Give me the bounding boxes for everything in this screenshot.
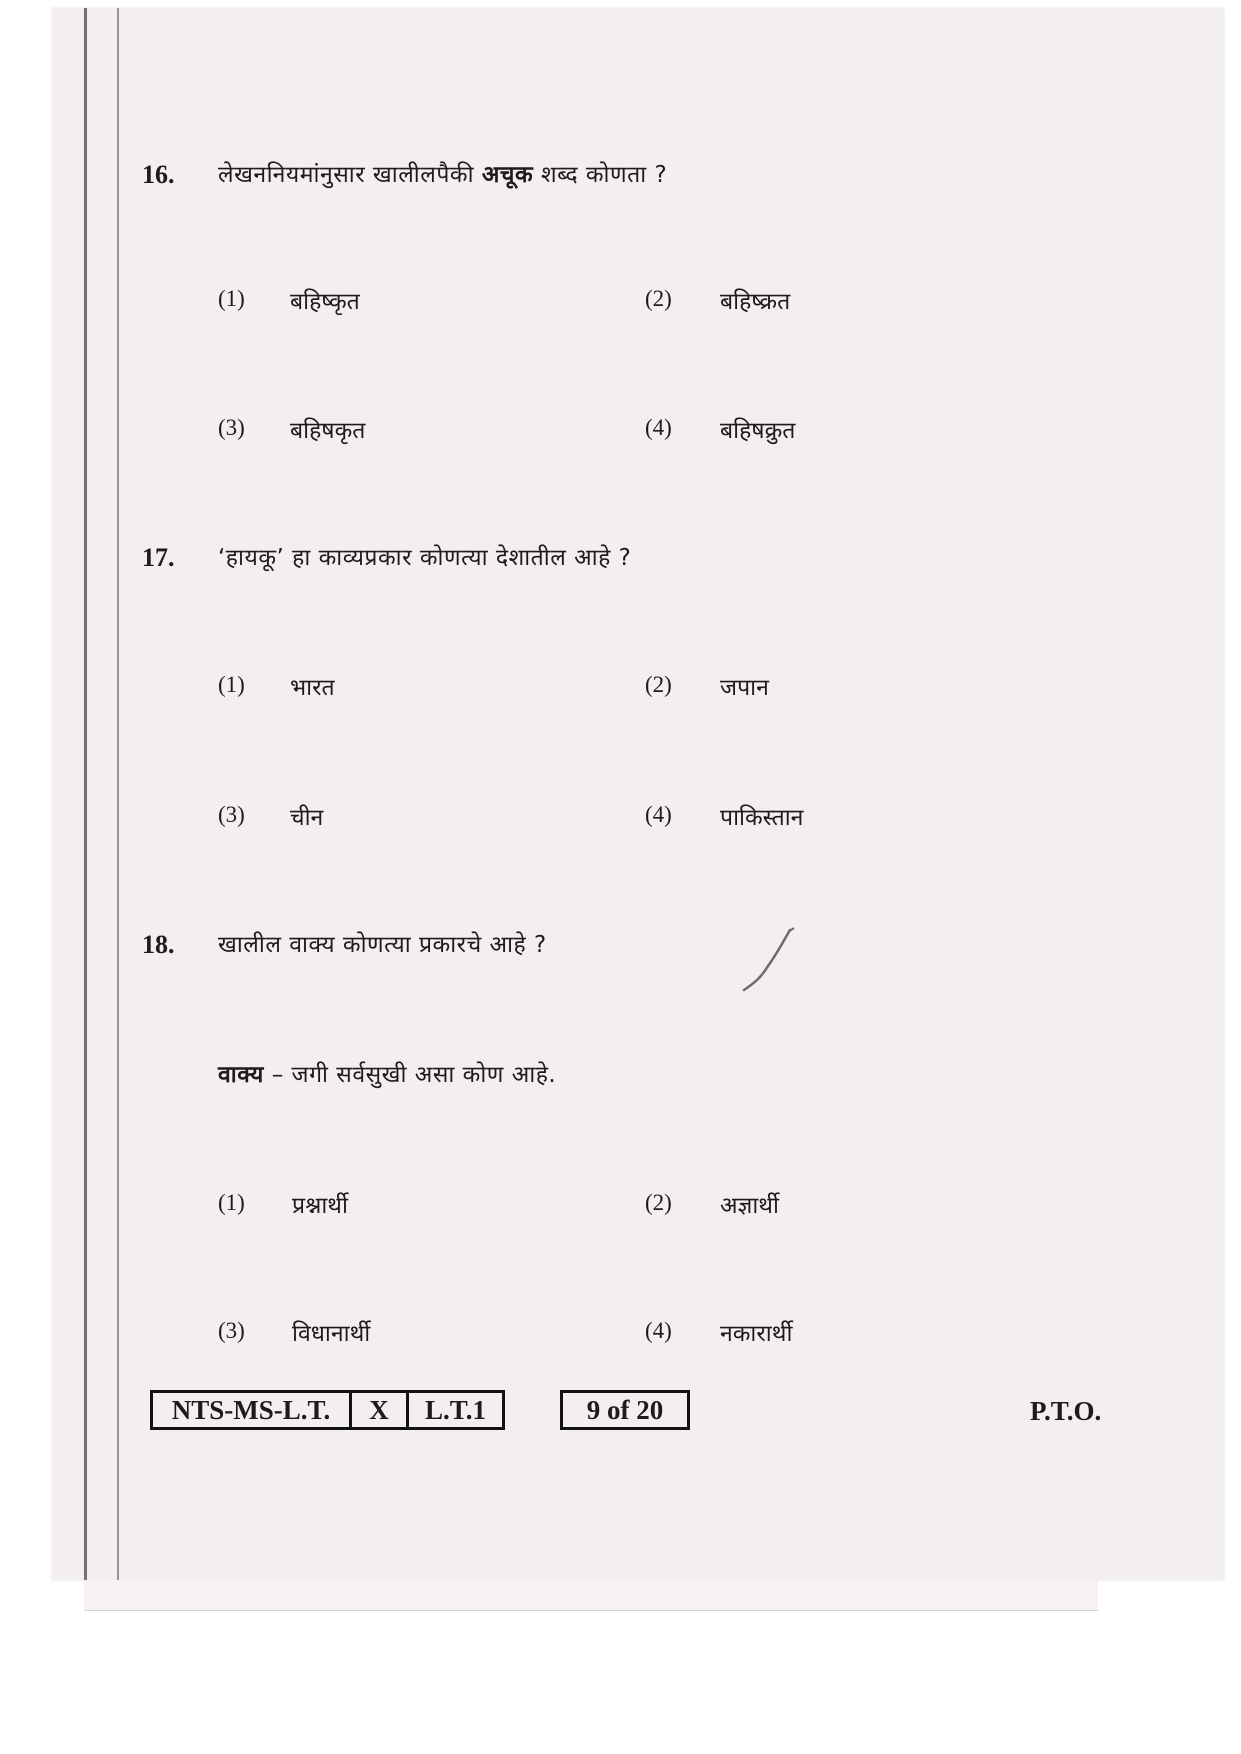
option-text: जपान xyxy=(720,675,769,701)
paper-code: NTS-MS-L.T. xyxy=(153,1393,352,1427)
option-number: (1) xyxy=(218,1190,245,1215)
option-text: बहिष्कृत xyxy=(290,289,360,315)
option-number: (3) xyxy=(218,802,245,827)
question-16-text: लेखननियमांनुसार खालीलपैकी अचूक शब्द कोणता ? xyxy=(218,162,668,188)
option-text: चीन xyxy=(290,805,324,831)
sentence-label: वाक्य xyxy=(218,1062,264,1088)
option-number: (4) xyxy=(645,802,672,827)
option-text: बहिषकृत xyxy=(290,418,366,444)
option-number: (4) xyxy=(645,1318,672,1343)
page-number: 9 of 20 xyxy=(586,1394,664,1425)
option-number: (1) xyxy=(218,286,245,311)
option-text: विधानार्थी xyxy=(292,1321,371,1347)
option-number: (1) xyxy=(218,672,245,697)
question-18-text: खालील वाक्य कोणत्या प्रकारचे आहे ? xyxy=(218,932,547,958)
option-text: अज्ञार्थी xyxy=(720,1193,779,1219)
pencil-stroke-mark xyxy=(738,926,798,996)
question-18-number: 18. xyxy=(142,930,175,959)
emphasis-word: अचूक xyxy=(481,162,534,188)
option-number: (3) xyxy=(218,1318,245,1343)
option-text: बहिषक्रुत xyxy=(720,418,796,444)
example-sentence: वाक्य – जगी सर्वसुखी असा कोण आहे. xyxy=(218,1062,557,1088)
question-16-number: 16. xyxy=(142,160,175,189)
option-text: प्रश्नार्थी xyxy=(292,1193,348,1219)
option-text: पाकिस्तान xyxy=(720,805,804,831)
option-number: (2) xyxy=(645,672,672,697)
question-17-number: 17. xyxy=(142,543,175,572)
paper-number: L.T.1 xyxy=(424,1394,486,1425)
option-number: (4) xyxy=(645,415,672,440)
option-text: भारत xyxy=(290,675,335,701)
option-text: नकारार्थी xyxy=(720,1321,793,1347)
option-text: बहिष्क्रत xyxy=(720,289,791,315)
page-number-box xyxy=(560,1390,690,1430)
paper-code-box xyxy=(150,1390,505,1430)
question-17-text: ‘हायकू’ हा काव्यप्रकार कोणत्या देशातील आहे ? xyxy=(218,545,632,571)
please-turn-over: P.T.O. xyxy=(1030,1396,1102,1426)
option-number: (2) xyxy=(645,1190,672,1215)
option-number: (3) xyxy=(218,415,245,440)
set-code: X xyxy=(352,1393,409,1427)
option-number: (2) xyxy=(645,286,672,311)
